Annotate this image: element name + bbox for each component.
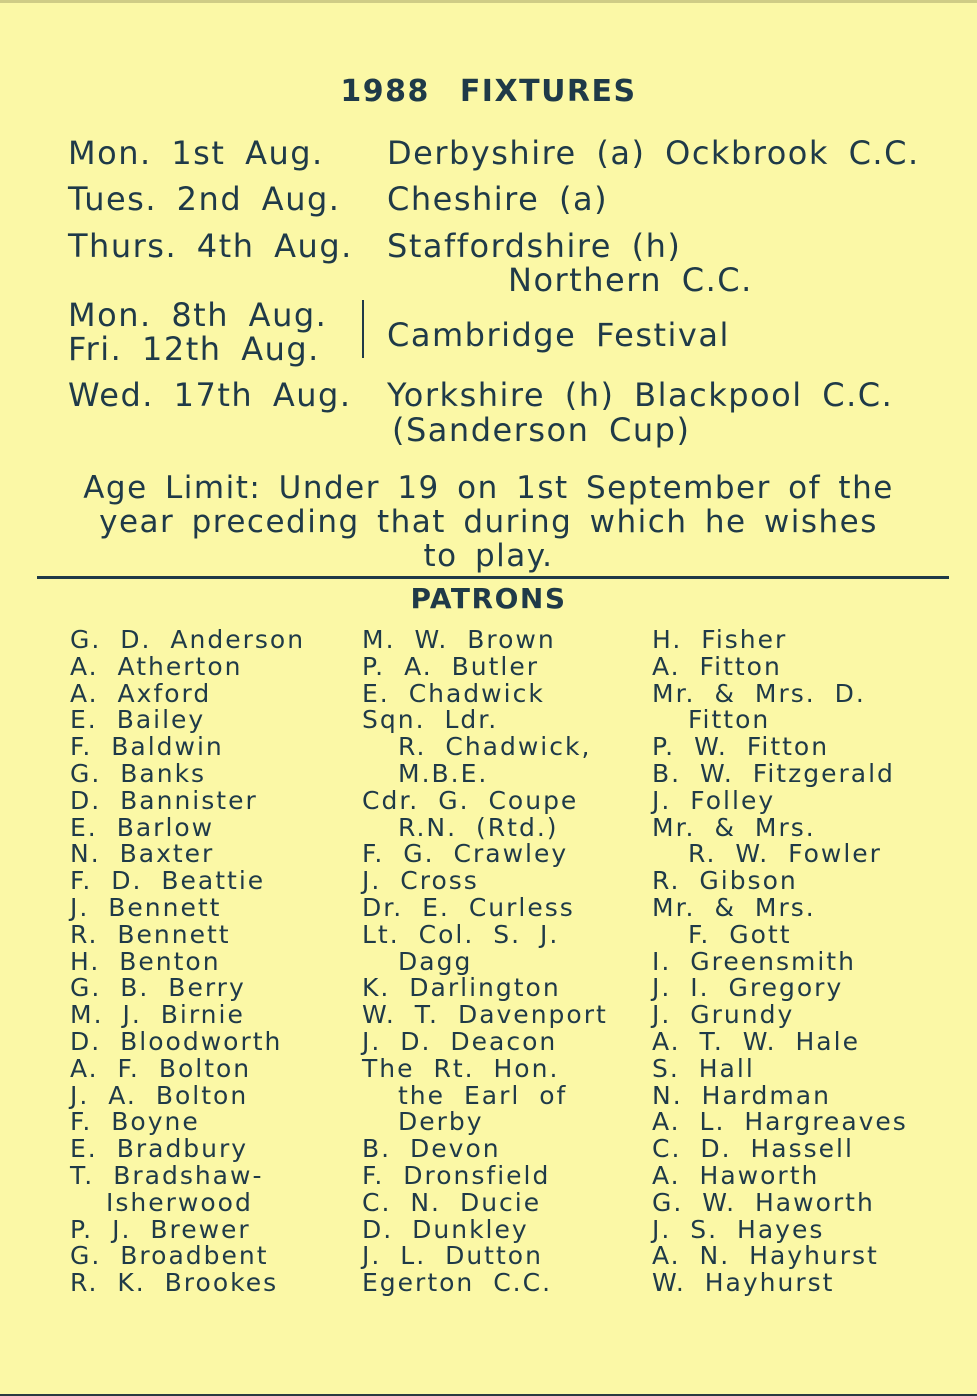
patron-name: R. W. Fowler — [688, 839, 882, 869]
patron-name: K. Darlington — [362, 973, 561, 1003]
patron-name: E. Bradbury — [70, 1134, 249, 1164]
fixture-event: Derbyshire (a) Ockbrook C.C. — [387, 134, 920, 172]
fixture-event: Yorkshire (h) Blackpool C.C. — [387, 376, 894, 414]
fixture-venue: Northern C.C. — [508, 261, 753, 299]
patron-name: W. Hayhurst — [652, 1268, 835, 1298]
fixture-event: Cheshire (a) — [387, 180, 609, 218]
patron-name: A. Atherton — [70, 651, 243, 681]
patron-name: A. Haworth — [652, 1160, 820, 1190]
patron-name: A. L. Hargreaves — [652, 1107, 908, 1137]
patron-name: P. J. Brewer — [70, 1214, 251, 1244]
patron-name: M. J. Birnie — [70, 1000, 245, 1030]
patron-name: Isherwood — [106, 1187, 253, 1217]
patron-name: N. Hardman — [652, 1080, 831, 1110]
fixture-event: Cambridge Festival — [387, 316, 730, 354]
patron-name: P. A. Butler — [362, 651, 540, 681]
patron-name: Egerton C.C. — [362, 1268, 553, 1298]
patron-name: R. Bennett — [70, 919, 231, 949]
patrons-title: PATRONS — [410, 582, 567, 615]
patron-name: R. Chadwick, — [398, 732, 592, 762]
patron-name: D. Bannister — [70, 785, 258, 815]
patron-name: C. N. Ducie — [362, 1187, 542, 1217]
patron-name: F. Baldwin — [70, 732, 224, 762]
age-limit-line: year preceding that during which he wishes — [99, 504, 878, 540]
patron-name: Lt. Col. S. J. — [362, 919, 560, 949]
patrons-column-1 — [70, 627, 305, 1297]
patron-name: A. Axford — [70, 678, 212, 708]
patron-name: the Earl of — [398, 1080, 568, 1110]
patrons-column-3 — [652, 627, 908, 1297]
fixture-date: Mon. 8th Aug. — [68, 296, 328, 334]
patron-name: M.B.E. — [398, 758, 489, 788]
patron-name: A. T. W. Hale — [652, 1026, 860, 1056]
patron-name: E. Bailey — [70, 705, 206, 735]
fixture-cup: (Sanderson Cup) — [392, 411, 691, 449]
patron-name: M. W. Brown — [362, 625, 556, 654]
patron-name: The Rt. Hon. — [362, 1053, 560, 1083]
patron-name: I. Greensmith — [652, 946, 856, 976]
patron-name: G. D. Anderson — [70, 625, 306, 654]
top-edge-line — [0, 0, 977, 3]
patron-name: C. D. Hassell — [652, 1134, 854, 1164]
patron-name: Mr. & Mrs. — [652, 892, 816, 922]
patron-name: D. Bloodworth — [70, 1026, 283, 1056]
patron-name: F. Dronsfield — [362, 1160, 551, 1190]
patron-name: A. N. Hayhurst — [652, 1241, 879, 1271]
patron-name: N. Baxter — [70, 839, 215, 869]
patron-name: Fitton — [688, 705, 771, 735]
patron-name: Mr. & Mrs. D. — [652, 678, 866, 708]
age-limit-line: Age Limit: Under 19 on 1st September of the — [83, 470, 894, 506]
patron-name: H. Benton — [70, 946, 221, 976]
patron-name: J. Folley — [652, 785, 776, 815]
fixture-date: Tues. 2nd Aug. — [68, 180, 341, 218]
patron-name: J. Cross — [362, 866, 479, 896]
patron-name: Mr. & Mrs. — [652, 812, 816, 842]
patron-name: J. Grundy — [652, 1000, 795, 1030]
patron-name: Dr. E. Curless — [362, 892, 575, 922]
fixture-date: Thurs. 4th Aug. — [68, 227, 353, 265]
patron-name: F. G. Crawley — [362, 839, 569, 869]
patron-name: F. Boyne — [70, 1107, 200, 1137]
patron-name: G. Broadbent — [70, 1241, 269, 1271]
patron-name: G. W. Haworth — [652, 1187, 875, 1217]
section-divider — [37, 576, 949, 579]
patron-name: Dagg — [398, 946, 473, 976]
patron-name: R. Gibson — [652, 866, 798, 896]
patron-name: R. K. Brookes — [70, 1268, 279, 1298]
patron-name: A. F. Bolton — [70, 1053, 252, 1083]
patron-name: G. B. Berry — [70, 973, 246, 1003]
patron-name: R.N. (Rtd.) — [398, 812, 559, 842]
fixture-event: Staffordshire (h) — [387, 227, 682, 265]
fixture-date-end: Fri. 12th Aug. — [68, 330, 320, 368]
patron-name: P. W. Fitton — [652, 732, 830, 762]
patron-name: A. Fitton — [652, 651, 782, 681]
patron-name: F. D. Beattie — [70, 866, 266, 896]
fixtures-title: 1988 FIXTURES — [340, 74, 637, 109]
date-range-brace — [362, 300, 372, 358]
patron-name: Cdr. G. Coupe — [362, 785, 579, 815]
patron-name: Derby — [398, 1107, 484, 1137]
patron-name: J. Bennett — [70, 892, 222, 922]
patron-name: G. Banks — [70, 758, 207, 788]
patron-name: T. Bradshaw- — [70, 1160, 264, 1190]
patron-name: W. T. Davenport — [362, 1000, 608, 1030]
patron-name: D. Dunkley — [362, 1214, 529, 1244]
patron-name: J. L. Dutton — [362, 1241, 543, 1271]
patron-name: J. I. Gregory — [652, 973, 844, 1003]
patron-name: J. D. Deacon — [362, 1026, 558, 1056]
patron-name: F. Gott — [688, 919, 792, 949]
patron-name: E. Chadwick — [362, 678, 545, 708]
patron-name: J. S. Hayes — [652, 1214, 825, 1244]
patron-name: H. Fisher — [652, 625, 788, 654]
patrons-column-2 — [362, 627, 608, 1297]
patron-name: S. Hall — [652, 1053, 755, 1083]
fixture-date: Mon. 1st Aug. — [68, 134, 324, 172]
fixture-date: Wed. 17th Aug. — [68, 376, 352, 414]
patron-name: B. W. Fitzgerald — [652, 758, 895, 788]
patron-name: E. Barlow — [70, 812, 215, 842]
age-limit-line: to play. — [423, 538, 554, 574]
patron-name: Sqn. Ldr. — [362, 705, 499, 735]
patron-name: B. Devon — [362, 1134, 501, 1164]
patron-name: J. A. Bolton — [70, 1080, 249, 1110]
